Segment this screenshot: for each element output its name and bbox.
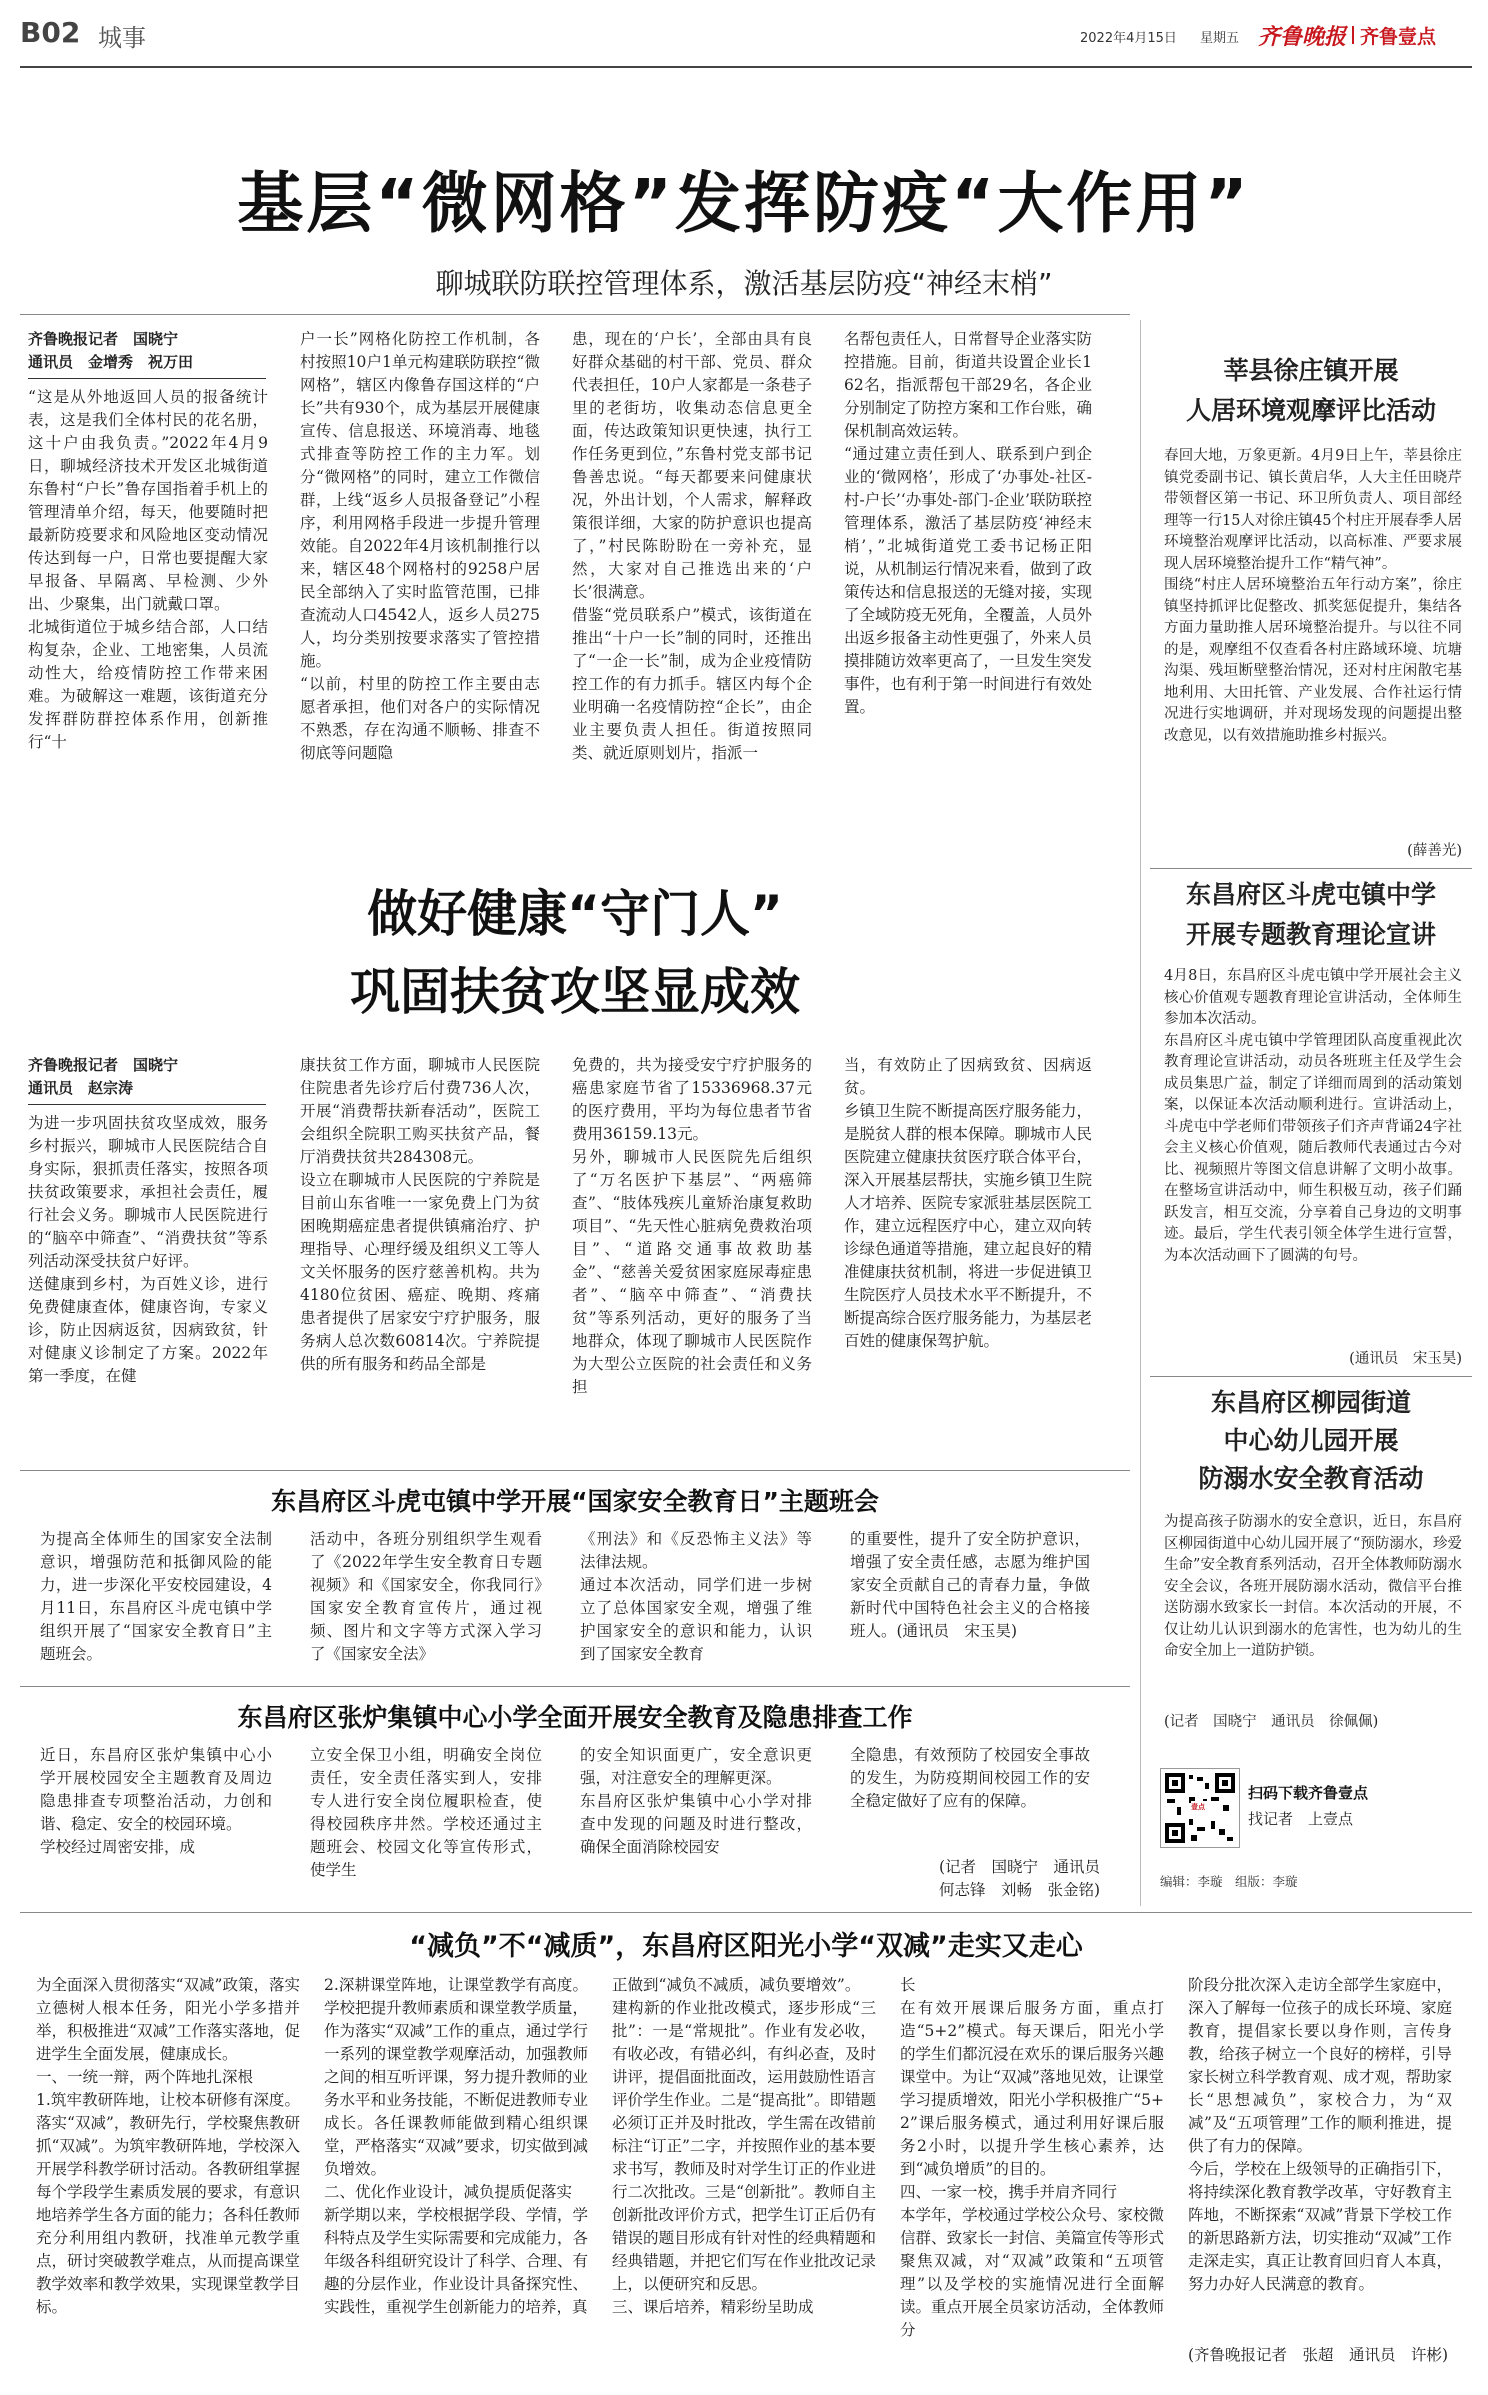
art2-col4: 当，有效防止了因病致贫、因病返贫。 乡镇卫生院不断提高医疗服务能力，是脱贫人群的根本保障。聊城市人民医院建立健康扶贫医疗联合体平台，深入开展基层帮扶，实施乡镇卫生院人才培养、医院专家派驻基层医院工作，建立远程医疗中心，建立双向转诊绿色通道等措施，建立起良好的精准健康扶贫机制，将进一步促进镇卫生院医疗人员技术水平不断提升，不断提高综合医疗服务能力，为基层老百姓的健康保驾护航。 xyxy=(844,1056,1092,1350)
art5-credit: (齐鲁晚报记者 张超 通讯员 许彬) xyxy=(1188,2346,1449,2364)
art3-col3: 《刑法》和《反恐怖主义法》等法律法规。 通过本次活动，同学们进一步树立了总体国家安全观，增强了维护国家安全的意识和能力，认识到了国家安全教育 xyxy=(580,1530,812,1663)
side3-top-rule xyxy=(1150,1376,1472,1377)
art1-title: 基层“微网格”发挥防疫“大作用” xyxy=(237,165,1251,242)
art3-col4: 的重要性，提升了安全防护意识，增强了安全责任感，志愿为维护国家安全贡献自己的青春力量，争做新时代中国特色社会主义的合格接班人。(通讯员 宋玉昊) xyxy=(850,1530,1090,1640)
art4-col1: 近日，东昌府区张炉集镇中心小学开展校园安全主题教育及周边隐患排查专项整治活动，力创和谐、稳定、安全的校园环境。 学校经过周密安排，成 xyxy=(40,1746,272,1856)
art5-col1: 为全面深入贯彻落实“双减”政策，落实立德树人根本任务，阳光小学多措并举，积极推进“双减”工作落实落地，促进学生全面发展，健康成长。 一、一统一辩，两个阵地扎深根 1.筑牢教研阵地，让校本研修有深度。落实“双减”，教研先行，学校聚焦教研抓“双减”。为筑牢教研阵地，学校深入开展学科教学研讨活动。各教研组掌握每个学段学生素质发展的要求，有意识地培养学生各方面的能力；各科任教师充分利用组内教研，找准单元教学重点，研讨突破教学难点，从而提高课堂教学效率和教学效果，实现课堂教学目标。 xyxy=(36,1976,300,2316)
masthead xyxy=(0,0,1488,72)
brand-divider xyxy=(1352,26,1354,44)
side2-title2: 开展专题教育理论宣讲 xyxy=(1185,920,1436,949)
art4-credit1: (记者 国晓宁 通讯员 xyxy=(938,1858,1100,1876)
art3-top-rule xyxy=(20,1470,1130,1471)
art5-col5: 阶段分批次深入走访全部学生家庭中，深入了解每一位孩子的成长环境、家庭教育，提倡家长要以身作则，言传身教，给孩子树立一个良好的榜样，引导家长树立科学教育观、成才观，帮助家长“思想减负”，家校合力，为“双减”及“五项管理”工作的顺利推进，提供了有力的保障。 今后，学校在上级领导的正确指引下，将持续深化教育教学改革，守好教育主阵地，不断探索“双减”背景下学校工作的新思路新方法，切实推动“双减”工作走深走实，真正让教育回归育人本真，努力办好人民满意的教育。 xyxy=(1188,1976,1452,2293)
qr-line2: 找记者 上壹点 xyxy=(1248,1810,1354,1828)
side1-credit: (薛善光) xyxy=(1407,843,1462,859)
sidebar-divider xyxy=(1140,320,1141,1906)
art5-col3: 正做到“减负不减质，减负要增效”。 建构新的作业批改模式，逐步形成“三批”：一是“常规批”。作业有发必收，有收必改，有错必纠，有纠必查，及时讲评，提倡面批面改，运用鼓励性语言评价学生作业。二是“提高批”。即错题必须订正并及时批改，学生需在改错前标注“订正”二字，并按照作业的基本要求书写，教师及时对学生订正的作业进行二次批改。三是“创新批”。教师自主创新批改评价方式，把学生订正后仍有错误的题目形成有针对性的经典精题和经典错题，并把它们写在作业批改记录上，以便研究和反思。 三、课后培养，精彩纷呈助成 xyxy=(612,1976,876,2316)
date: 2022年4月15日 xyxy=(1080,31,1177,46)
art4-col2: 立安全保卫小组，明确安全岗位责任，安全责任落实到人，安排专人进行安全岗位履职检查，使得校园秩序井然。学校还通过主题班会、校园文化等宣传形式，使学生 xyxy=(310,1746,542,1879)
art2-col1: 为进一步巩固扶贫攻坚成效，服务乡村振兴，聊城市人民医院结合自身实际，狠抓责任落实，按照各项扶贫政策要求，承担社会责任，履行社会义务。聊城市人民医院进行的“脑卒中筛查”、“消费扶贫”等系列活动深受扶贫户好评。 送健康到乡村，为百姓义诊，进行免费健康查体，健康咨询，专家义诊，防止因病返贫，因病致贫，针对健康义诊制定了方案。2022年第一季度，在健 xyxy=(28,1114,268,1385)
art2-byline2: 通讯员 赵宗涛 xyxy=(28,1079,134,1097)
art1-col1: “这是从外地返回人员的报备统计表，这是我们全体村民的花名册，这十户由我负责。”2022年4月9日，聊城经济技术开发区北城街道东鲁村“户长”鲁存国指着手机上的管理清单介绍，每天，他要随时把最新防疫要求和风险地区变动情况传达到每一户，日常也要提醒大家早报备、早隔离、早检测、少外出、少聚集，出门就戴口罩。 北城街道位于城乡结合部，人口结构复杂，企业、工地密集，人员流动性大，给疫情防控工作带来困难。为破解这一难题，该街道充分发挥群防群控体系作用，创新推行“十 xyxy=(28,388,268,751)
art5-top-rule xyxy=(20,1912,1472,1913)
art1-col4: 名帮包责任人，日常督导企业落实防控措施。目前，街道共设置企业长162名，指派帮包干部29名，各企业分别制定了防控方案和工作台账，确保机制高效运转。 “通过建立责任到人、联系到户到企业的‘微网格’，形成了‘办事处-社区-村-户长’‘办事处-部门-企业’联防联控管理体系，激活了基层防疫‘神经末梢’，”北城街道党工委书记杨正阳说，从机制运行情况来看，做到了政策传达和信息报送的无缝对接，实现了全域防疫无死角，全覆盖，人员外出返乡报备主动性更强了，外来人员摸排随访效率更高了，一旦发生突发事件，也有利于第一时间进行有效处置。 xyxy=(844,330,1092,716)
side1-text: 春回大地，万象更新。4月9日上午，莘县徐庄镇党委副书记、镇长黄启华，人大主任田晓芹带领督区第一书记、环卫所负责人、项目部经理等一行15人对徐庄镇45个村庄开展春季人居环境整治观摩评比活动，以高标准、严要求展现人居环境整治提升工作“精气神”。 围绕“村庄人居环境整治五年行动方案”，徐庄镇坚持抓评比促整改、抓奖惩促提升，集结各方面力量助推人居环境整治提升。与以往不同的是，观摩组不仅查看各村庄路域环境、坑塘沟渠、残垣断壁整治情况，还对村庄闲散宅基地利用、大田托管、产业发展、合作社运行情况进行实地调研，并对现场发现的问题提出整改意见，以有效措施助推乡村振兴。 xyxy=(1164,448,1462,744)
masthead-rule xyxy=(20,66,1472,68)
brand2-logo: 齐鲁壹点 xyxy=(1360,26,1437,48)
side1-title2: 人居环境观摩评比活动 xyxy=(1185,396,1436,425)
art1-byline2: 通讯员 金增秀 祝万田 xyxy=(28,353,194,371)
art4-top-rule xyxy=(20,1686,1130,1687)
art3-title: 东昌府区斗虎屯镇中学开展“国家安全教育日”主题班会 xyxy=(271,1487,879,1516)
art1-top-rule xyxy=(20,314,1130,315)
art1-byline-rule xyxy=(28,378,266,379)
art5-col2: 2.深耕课堂阵地，让课堂教学有高度。学校把提升教师素质和课堂教学质量，作为落实“双减”工作的重点，通过学行一系列的课堂教学观摩活动，加强教师之间的相互听评课，努力提升教师的业务水平和业务技能，不断促进教师专业成长。各任课教师能做到精心组织课堂，严格落实“双减”要求，切实做到减负增效。 二、优化作业设计，减负提质促落实 新学期以来，学校根据学段、学情，学科特点及学生实际需要和完成能力，各年级各科组研究设计了科学、合理、有趣的分层作业，作业设计具备探究性、实践性，重视学生创新能力的培养，真 xyxy=(324,1976,588,2316)
art1-col2: 户一长”网格化防控工作机制，各村按照10户1单元构建联防联控“微网格”，辖区内像鲁存国这样的“户长”共有930个，成为基层开展健康宣传、信息报送、环境消毒、地毯式排查等防控工作的主力军。划分“微网格”的同时，建立工作微信群，上线“返乡人员报备登记”小程序，利用网格手段进一步提升管理效能。自2022年4月该机制推行以来，辖区48个网格村的9258户居民全部纳入了实时监管范围，已排查流动人口4542人，返乡人员275人，均分类别按要求落实了管控措施。 “以前，村里的防控工作主要由志愿者承担，他们对各户的实际情况不熟悉，存在沟通不顺畅、排查不彻底等问题隐 xyxy=(300,330,540,762)
section-name: 城事 xyxy=(98,24,146,52)
side3-credit: (记者 国晓宁 通讯员 徐佩佩) xyxy=(1164,1714,1379,1730)
art2-title-line2: 巩固扶贫攻坚显成效 xyxy=(350,963,800,1021)
art2-byline-rule xyxy=(28,1104,266,1105)
editor-credit: 编辑：李璇 组版：李璇 xyxy=(1160,1874,1298,1889)
side3-title1: 东昌府区柳园街道 xyxy=(1210,1388,1411,1417)
side3-text: 为提高孩子防溺水的安全意识，近日，东昌府区柳园街道中心幼儿园开展了“预防溺水，珍爱生命”安全教育系列活动，召开全体教师防溺水安全会议，各班开展防溺水活动，微信平台推送防溺水致家长一封信。本次活动的开展，不仅让幼儿认识到溺水的危害性，也为幼儿的生命安全加上一道防护锁。 xyxy=(1164,1514,1462,1659)
side3-title2: 中心幼儿园开展 xyxy=(1223,1426,1399,1455)
brand-logo: 齐鲁晚报 xyxy=(1258,24,1347,50)
art1-subtitle: 聊城联防联控管理体系，激活基层防疫“神经末梢” xyxy=(435,267,1053,300)
art4-credit2: 何志锋 刘畅 张金铭) xyxy=(938,1881,1100,1899)
side2-top-rule xyxy=(1150,868,1472,869)
art1-byline1: 齐鲁晚报记者 国晓宁 xyxy=(28,330,179,348)
art2-col3: 免费的，共为接受安宁疗护服务的癌患家庭节省了15336968.37元的医疗费用，平均为每位患者节省费用36159.13元。 另外，聊城市人民医院先后组织了“万名医护下基层”、“两癌筛查”、“肢体残疾儿童矫治康复救助项目”、“先天性心脏病免费救治项目”、“道路交通事故救助基金”、“慈善关爱贫困家庭尿毒症患者”、“脑卒中筛查”、“消费扶贫”等系列活动，更好的服务了当地群众，体现了聊城市人民医院作为大型公立医院的社会责任和义务担 xyxy=(572,1056,812,1396)
side2-title1: 东昌府区斗虎屯镇中学 xyxy=(1185,880,1436,909)
qr-center-label: 壹点 xyxy=(1191,1803,1205,1811)
art3-col1: 为提高全体师生的国家安全法制意识，增强防范和抵御风险的能力，进一步深化平安校园建设，4月11日，东昌府区斗虎屯镇中学组织开展了“国家安全教育日”主题班会。 xyxy=(40,1530,272,1663)
art4-col3: 的安全知识面更广，安全意识更强，对注意安全的理解更深。 东昌府区张炉集镇中心小学对排查中发现的问题及时进行整改，确保全面消除校园安 xyxy=(580,1746,812,1856)
art2-title-line1: 做好健康“守门人” xyxy=(367,885,783,943)
side2-text: 4月8日，东昌府区斗虎屯镇中学开展社会主义核心价值观专题教育理论宣讲活动，全体师生参加本次活动。 东昌府区斗虎屯镇中学管理团队高度重视此次教育理论宣讲活动，动员各班班主任及学生会成员集思广益，制定了详细而周到的活动策划案，以保证本次活动顺利进行。宣讲活动上，斗虎屯中学老师们带领孩子们齐声背诵24字社会主义核心价值观，随后教师代表通过古今对比、视频照片等图文信息讲解了文明小故事。在整场宣讲活动中，师生积极互动，孩子们踊跃发言，相互交流，分享着自己身边的文明事迹。最后，学生代表引领全体学生进行宣誓，为本次活动画下了圆满的句号。 xyxy=(1164,968,1462,1264)
art5-col4: 长 在有效开展课后服务方面，重点打造“5+2”模式。每天课后，阳光小学的学生们都沉浸在欢乐的课后服务兴趣课堂中。为让“双减”落地见效，让课堂学习提质增效，阳光小学积极推广“5+2”课后服务模式，通过利用好课后服务2小时，以提升学生核心素养，达到“减负增质”的目的。 四、一家一校，携手并肩齐同行 本学年，学校通过学校公众号、家校微信群、致家长一封信、美篇宣传等形式聚焦双减，对“双减”政策和“五项管理”以及学校的实施情况进行全面解读。重点开展全员家访活动，全体教师分 xyxy=(900,1976,1164,2339)
art3-col2: 活动中，各班分别组织学生观看了《2022年学生安全教育日专题视频》和《国家安全，你我同行》国家安全教育宣传片，通过视频、图片和文字等方式深入学习了《国家安全法》 xyxy=(310,1530,542,1663)
art4-col4: 全隐患，有效预防了校园安全事故的发生，为防疫期间校园工作的安全稳定做好了应有的保障。 xyxy=(850,1746,1090,1810)
weekday: 星期五 xyxy=(1200,31,1240,46)
art4-title: 东昌府区张炉集镇中心小学全面开展安全教育及隐患排查工作 xyxy=(237,1703,913,1732)
art2-byline1: 齐鲁晚报记者 国晓宁 xyxy=(28,1056,179,1074)
side2-credit: (通讯员 宋玉昊) xyxy=(1349,1351,1462,1367)
page-code: B02 xyxy=(20,16,81,49)
art2-col2: 康扶贫工作方面，聊城市人民医院住院患者先诊疗后付费736人次，开展“消费帮扶新春活动”，医院工会组织全院职工购买扶贫产品，餐厅消费扶贫共284308元。 设立在聊城市人民医院的宁养院是目前山东省唯一一家免费上门为贫困晚期癌症患者提供镇痛治疗、护理指导、心理纾缓及组织义工等人文关怀服务的医疗慈善机构。共为4180位贫困、癌症、晚期、疼痛患者提供了居家安宁疗护服务，服务病人总次数60814次。宁养院提供的所有服务和药品全部是 xyxy=(300,1056,540,1373)
side3-title3: 防溺水安全教育活动 xyxy=(1198,1464,1424,1493)
qr-code[interactable] xyxy=(1160,1768,1240,1848)
qr-line1: 扫码下载齐鲁壹点 xyxy=(1248,1784,1369,1802)
art5-title: “减负”不“减质”，东昌府区阳光小学“双减”走实又走心 xyxy=(409,1931,1083,1962)
art1-col3: 患，现在的‘户长’，全部由具有良好群众基础的村干部、党员、群众代表担任，10户人家都是一条巷子里的老街坊，收集动态信息更全面，传达政策知识更快速，执行工作任务更到位，”东鲁村党支部书记鲁善忠说。“每天都要来问健康状况，外出计划，个人需求，解释政策很详细，大家的防护意识也提高了，”村民陈盼盼在一旁补充，显然，大家对自己推选出来的‘户长’很满意。 借鉴“党员联系户”模式，该街道在推出“十户一长”制的同时，还推出了“一企一长”制，成为企业疫情防控工作的有力抓手。辖区内每个企业明确一名疫情防控“企长”，由企业主要负责人担任。街道按照同类、就近原则划片，指派一 xyxy=(572,330,812,762)
side1-title1: 莘县徐庄镇开展 xyxy=(1223,356,1399,385)
